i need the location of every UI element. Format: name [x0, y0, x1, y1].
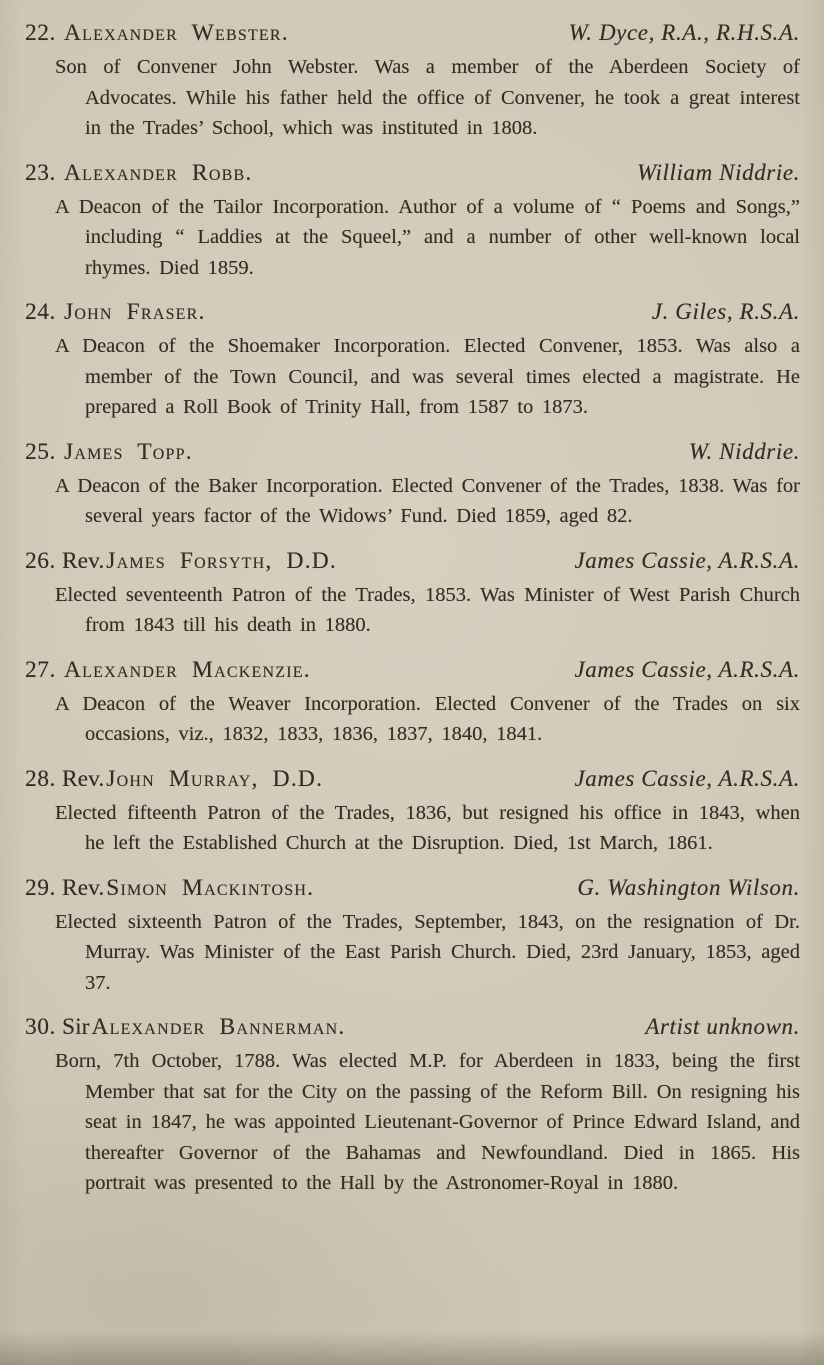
portrait-entry — [25, 295, 800, 423]
portrait-entry — [25, 653, 800, 750]
entry-number: 22. — [25, 20, 56, 46]
entry-heading — [25, 295, 800, 329]
artist-name: W. Niddrie. — [688, 438, 800, 464]
entry-description: A Deacon of the Tailor Incorporation. Author of a volume of “ Poems and Songs,” including “ Laddies at the Squeel,” and a number of other well-known local rhymes. Died 1859. — [55, 195, 800, 279]
entry-number: 25. — [25, 438, 56, 465]
artist-name: W. Dyce, R.A., R.H.S.A. — [568, 20, 800, 45]
sitter-name: Simon Mackintosh. — [106, 874, 315, 901]
entry-description: A Deacon of the Baker Incorporation. Elected Convener of the Trades, 1838. Was for several years factor of the Widows’ Fund. Died 1859, aged 82. — [55, 474, 800, 527]
sitter-name: Alexander Mackenzie. — [64, 656, 311, 683]
entry-number: 30. — [25, 1014, 56, 1040]
sitter-name: Alexander Bannerman. — [91, 1014, 346, 1040]
entry-description: Elected seventeenth Patron of the Trades, 1853. Was Minister of West Parish Church from 1843 till his death in 1880. — [55, 583, 800, 636]
artist-name: James Cassie, A.R.S.A. — [574, 765, 800, 791]
name-prefix: Rev. — [62, 874, 105, 901]
entry-heading — [25, 156, 800, 190]
entry-heading — [25, 653, 800, 687]
portrait-entry — [25, 544, 800, 641]
entry-heading — [25, 762, 800, 796]
portrait-entry — [25, 1010, 800, 1199]
sitter-name: James Topp. — [64, 438, 193, 465]
portrait-entry — [25, 762, 800, 859]
portrait-entry — [25, 16, 800, 144]
entry-number: 28. — [25, 765, 56, 792]
sitter-name: James Forsyth, D.D. — [106, 547, 338, 574]
entry-description: Born, 7th October, 1788. Was elected M.P. for Aberdeen in 1833, being the first Member that sat for the City on the passing of the Reform Bill. On resigning his seat in 1847, he was appointed Lieutenant-Governor of Prince Edward Island, and thereafter Governor of the Bahamas and Newfoundland. Died in 1865. His portrait was presented to the Hall by the Astronomer-Royal in 1880. — [55, 1050, 800, 1194]
entry-description: Elected fifteenth Patron of the Trades, 1836, but resigned his office in 1843, when he left the Established Church at the Disruption. Died, 1st March, 1861. — [55, 801, 800, 854]
portrait-entry — [25, 871, 800, 999]
entry-heading — [25, 435, 800, 469]
name-prefix: Sir — [62, 1014, 90, 1040]
sitter-name: John Fraser. — [64, 299, 206, 325]
sitter-name: John Murray, D.D. — [106, 765, 324, 792]
entry-number: 24. — [25, 299, 56, 325]
sitter-name: Alexander Webster. — [64, 20, 289, 46]
entry-number: 26. — [25, 547, 56, 574]
entry-description: A Deacon of the Weaver Incorporation. Elected Convener of the Trades on six occasions, viz., 1832, 1833, 1836, 1837, 1840, 1841. — [55, 692, 800, 745]
entry-description: A Deacon of the Shoemaker Incorporation. Elected Convener, 1853. Was also a member of the Town Council, and was several times elected a magistrate. He prepared a Roll Book of Trinity Hall, from 1587 to 1873. — [55, 335, 800, 418]
entry-heading — [25, 1010, 800, 1044]
entry-number: 23. — [25, 159, 56, 186]
entry-number: 27. — [25, 656, 56, 683]
artist-name: J. Giles, R.S.A. — [651, 299, 800, 324]
sitter-name: Alexander Robb. — [64, 159, 253, 186]
entry-heading — [25, 544, 800, 578]
name-prefix: Rev. — [62, 547, 105, 574]
name-prefix: Rev. — [62, 765, 105, 792]
artist-name: William Niddrie. — [637, 159, 800, 185]
portrait-entry — [25, 156, 800, 284]
portrait-entry — [25, 435, 800, 532]
entry-heading — [25, 16, 800, 50]
artist-name: James Cassie, A.R.S.A. — [574, 547, 800, 573]
entry-number: 29. — [25, 874, 56, 901]
entry-description: Elected sixteenth Patron of the Trades, September, 1843, on the resignation of Dr. Murray. Was Minister of the East Parish Church. Died, 23rd January, 1853, aged 37. — [55, 910, 800, 994]
entry-heading — [25, 871, 800, 905]
artist-name: G. Washington Wilson. — [577, 874, 800, 900]
artist-name: James Cassie, A.R.S.A. — [574, 656, 800, 682]
entry-description: Son of Convener John Webster. Was a member of the Aberdeen Society of Advocates. While his father held the office of Convener, he took a great interest in the Trades’ School, which was instituted in 1808. — [55, 56, 800, 139]
artist-name: Artist unknown. — [645, 1014, 800, 1039]
